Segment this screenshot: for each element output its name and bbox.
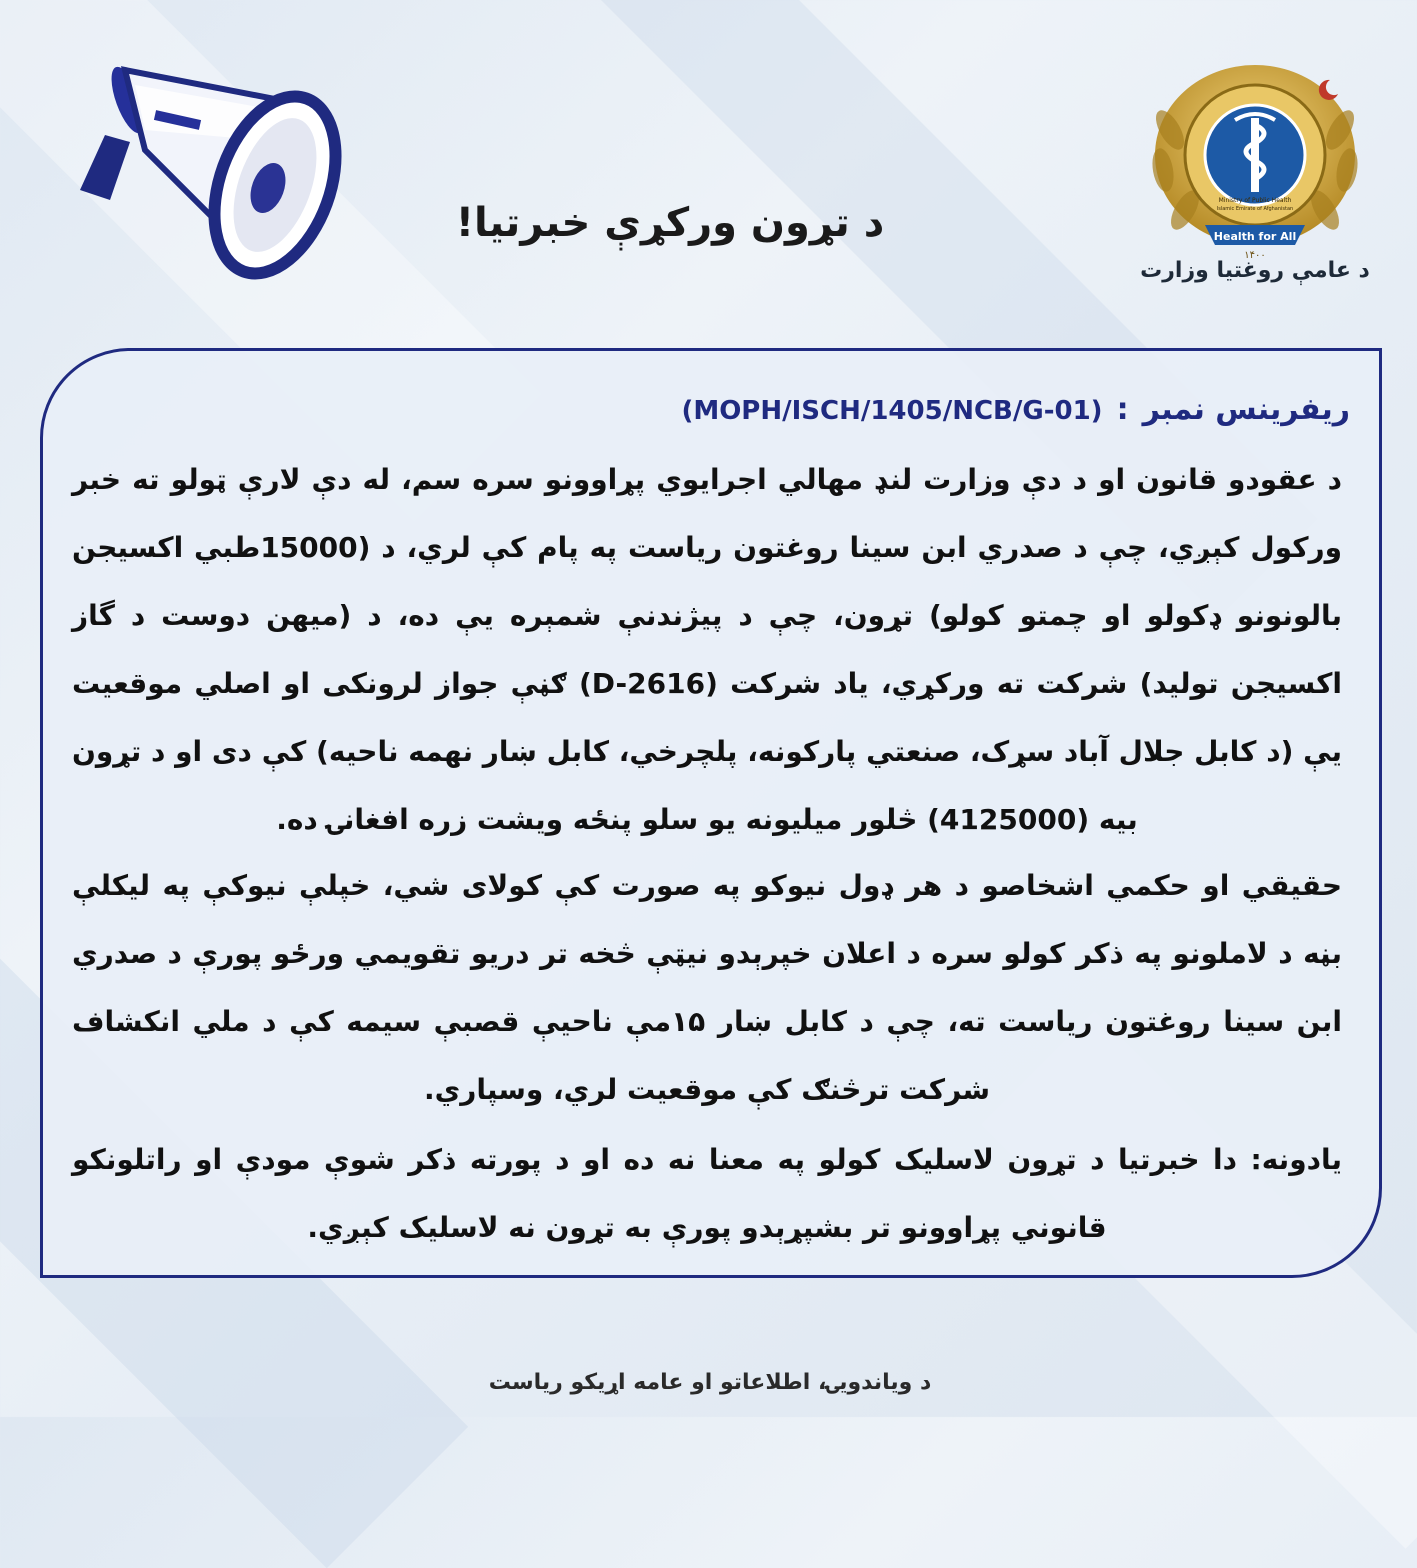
logo-text-english-2: Islamic Emirate of Afghanistan bbox=[1216, 206, 1294, 212]
footer-department: د ویاندویۍ، اطلاعاتو او عامه اړیکو ریاست bbox=[488, 1370, 932, 1395]
reference-line bbox=[60, 392, 1350, 440]
reference-code: (MOPH/ISCH/1405/NCB/G-01) bbox=[681, 396, 1103, 426]
notice-paragraph-2: حقیقي او حکمي اشخاصو د هر ډول نیوکو په صورت کې کولای شي، خپلې نیوکې په لیکلې بڼه د لاملونو په ذکر کولو سره د اعلان خپرېدو نیټې څخه تر دریو تقویمي ورځو پورې د صدري ابن سینا روغتون ریاست ته، چې د کابل ښار ۱۵مې ناحیې قصبې سیمه کې د ملي انکشاف شرکت ترڅنګ کې موقعیت لري، وسپاري. bbox=[72, 869, 1342, 1106]
notice-paragraph-1: د عقودو قانون او د دې وزارت لنډ مهالي اجرايوي پړاوونو سره سم، له دې لارې ټولو ته خبر ورکول کېږي، چې د صدري ابن سینا روغتون ریاست په پام کې لري، د (15000طبي اکسیجن بالونونو ډکولو او چمتو کولو) تړون، چې د پیژندنې شمېره يې ده، د (میهن دوست د گاز اکسیجن تولید) شرکت ته ورکړي، یاد شرکت (D-2616) ګڼې جواز لرونکی او اصلي موقعیت يې (د کابل جلال آباد سړک، صنعتي پارکونه، پلچرخي، کابل ښار نهمه ناحیه) کې دی او د تړون بیه (4125000) څلور میلیونه یو سلو پنځه ویشت زره افغانۍ ده. bbox=[72, 463, 1343, 836]
logo-year: ۱۴۰۰ bbox=[1244, 250, 1266, 260]
notice-paragraph-3: یادونه: دا خبرتیا د تړون لاسلیک کولو په معنا نه ده او د پورته ذکر شوې مودې او راتلونکو قانوني پړاوونو تر بشپړېدو پورې به تړون نه لاسلیک کېږي. bbox=[72, 1143, 1342, 1244]
page-title: د تړون ورکړې خبرتیا! bbox=[455, 200, 885, 246]
ministry-name: د عامې روغتیا وزارت bbox=[1140, 258, 1370, 283]
logo-text-english: Ministry of Public Health bbox=[1218, 197, 1292, 204]
reference-colon: : bbox=[1116, 392, 1129, 427]
ministry-emblem-logo bbox=[1145, 60, 1365, 260]
reference-label: ریفرینس نمبر bbox=[1142, 392, 1350, 427]
logo-slogan: Health for All bbox=[1213, 230, 1297, 243]
megaphone-icon bbox=[50, 30, 350, 290]
